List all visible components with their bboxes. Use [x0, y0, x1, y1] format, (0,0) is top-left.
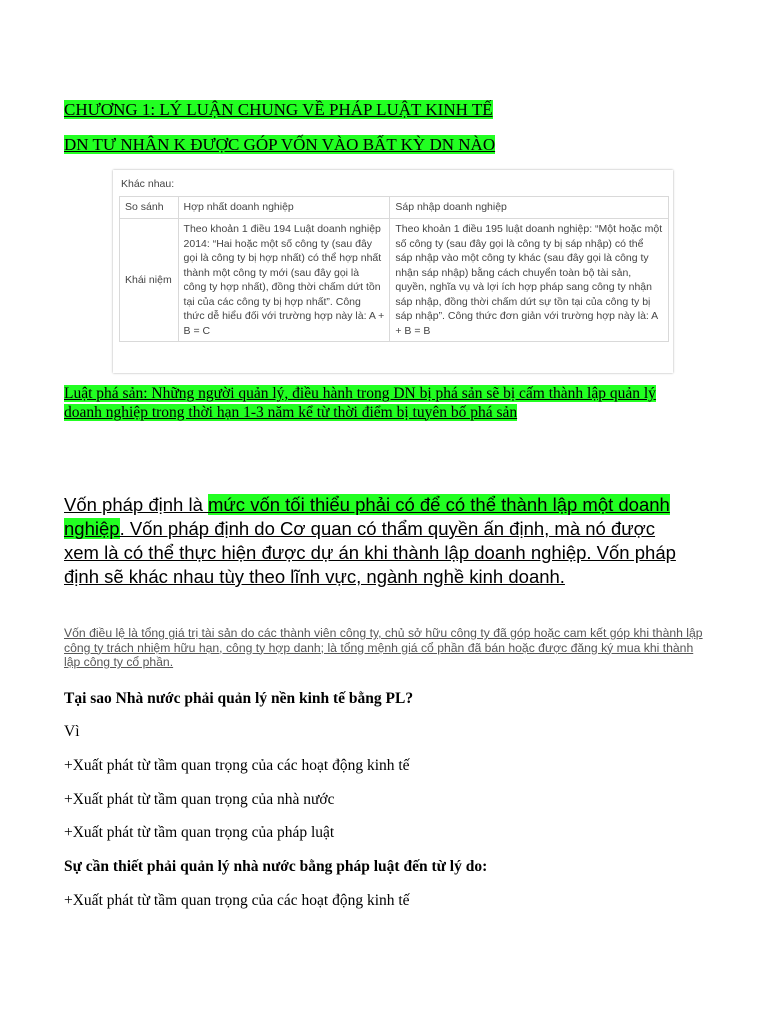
- bankruptcy-note-text: Luật phá sản: Những người quản lý, điều hành trong DN bị phá sản sẽ bị cấm thành lập quản lý doanh nghiệp trong thời hạn 1-3 năm kể từ thời điểm bị tuyên bố phá sản: [64, 385, 656, 421]
- header-compare: So sánh: [120, 197, 179, 219]
- private-enterprise-rule-text: DN TƯ NHÂN K ĐƯỢC GÓP VỐN VÀO BẤT KỲ DN NÀO: [64, 135, 496, 154]
- header-merger: Sáp nhập doanh nghiệp: [390, 197, 669, 219]
- reason-economic-activities: +Xuất phát từ tầm quan trọng của các hoạt động kinh tế: [64, 757, 410, 774]
- reason-law: +Xuất phát từ tầm quan trọng của pháp luật: [64, 824, 335, 841]
- row-label-concept: Khái niệm: [120, 219, 179, 342]
- table-row: [120, 219, 669, 342]
- question-necessity: Sự cần thiết phải quản lý nhà nước bằng pháp luật đến từ lý do:: [64, 858, 488, 875]
- reason-state: +Xuất phát từ tầm quan trọng của nhà nước: [64, 791, 335, 808]
- answer-intro: Vì: [64, 723, 80, 740]
- question-why-state-manages: Tại sao Nhà nước phải quản lý nền kinh tế bằng PL?: [64, 690, 414, 707]
- charter-capital-paragraph: [64, 626, 704, 670]
- cell-merger-definition: Theo khoản 1 điều 195 luật doanh nghiệp: “Một hoặc một số công ty (sau đây gọi là công ty bị sáp nhập) có thể sáp nhập vào một công ty khác (sau đây gọi là công ty nhận sáp nhập) bằng cách chuyển toàn bộ tài sản, quyền, nghĩa vụ và lợi ích hợp pháp sang công ty nhận sáp nhập, đồng thời chấm dứt sự tồn tại của công ty bị sáp nhập”. Công thức đơn giản với trường hợp này là: A + B = B: [390, 219, 669, 342]
- cell-consolidation-definition: Theo khoản 1 điều 194 Luật doanh nghiệp 2014: “Hai hoặc một số công ty (sau đây gọi là công ty bị hợp nhất) có thể hợp nhất thành một công ty mới (sau đây gọi là công ty hợp nhất), đồng thời chấm dứt tồn tại của các công ty bị hợp nhất”. Công thức dễ hiểu đối với trường hợp này là: A + B = C: [178, 219, 390, 342]
- differences-caption: Khác nhau:: [121, 178, 175, 190]
- table-header-row: [120, 197, 669, 219]
- legal-capital-intro: Vốn pháp định là: [64, 494, 209, 515]
- private-enterprise-rule: [64, 134, 495, 156]
- bankruptcy-note: [64, 385, 684, 422]
- charter-capital-text: Vốn điều lệ là tổng giá trị tài sản do các thành viên công ty, chủ sở hữu công ty đã góp hoặc cam kết góp khi thành lập công ty trách nhiệm hữu hạn, công ty hợp danh; là tổng mệnh giá cổ phần đã bán hoặc được đăng ký mua khi thành lập công ty cổ phần.: [64, 626, 703, 669]
- differences-table: [119, 196, 669, 342]
- differences-table-image: [113, 170, 673, 373]
- header-consolidation: Hợp nhất doanh nghiệp: [178, 197, 390, 219]
- chapter-heading: [64, 99, 493, 121]
- legal-capital-rest: . Vốn pháp định do Cơ quan có thẩm quyền ấn định, mà nó được xem là có thể thực hiện được dự án khi thành lập doanh nghiệp. Vốn pháp định sẽ khác nhau tùy theo lĩnh vực, ngành nghề kinh doanh.: [64, 518, 676, 587]
- reason-economic-activities-2: +Xuất phát từ tầm quan trọng của các hoạt động kinh tế: [64, 892, 410, 909]
- chapter-heading-text: CHƯƠNG 1: LÝ LUẬN CHUNG VỀ PHÁP LUẬT KINH TẾ: [64, 100, 493, 119]
- legal-capital-paragraph: [64, 493, 684, 589]
- legal-capital-highlight: mức vốn tối thiểu phải có để có thể thành lập một doanh nghiệp: [64, 494, 670, 539]
